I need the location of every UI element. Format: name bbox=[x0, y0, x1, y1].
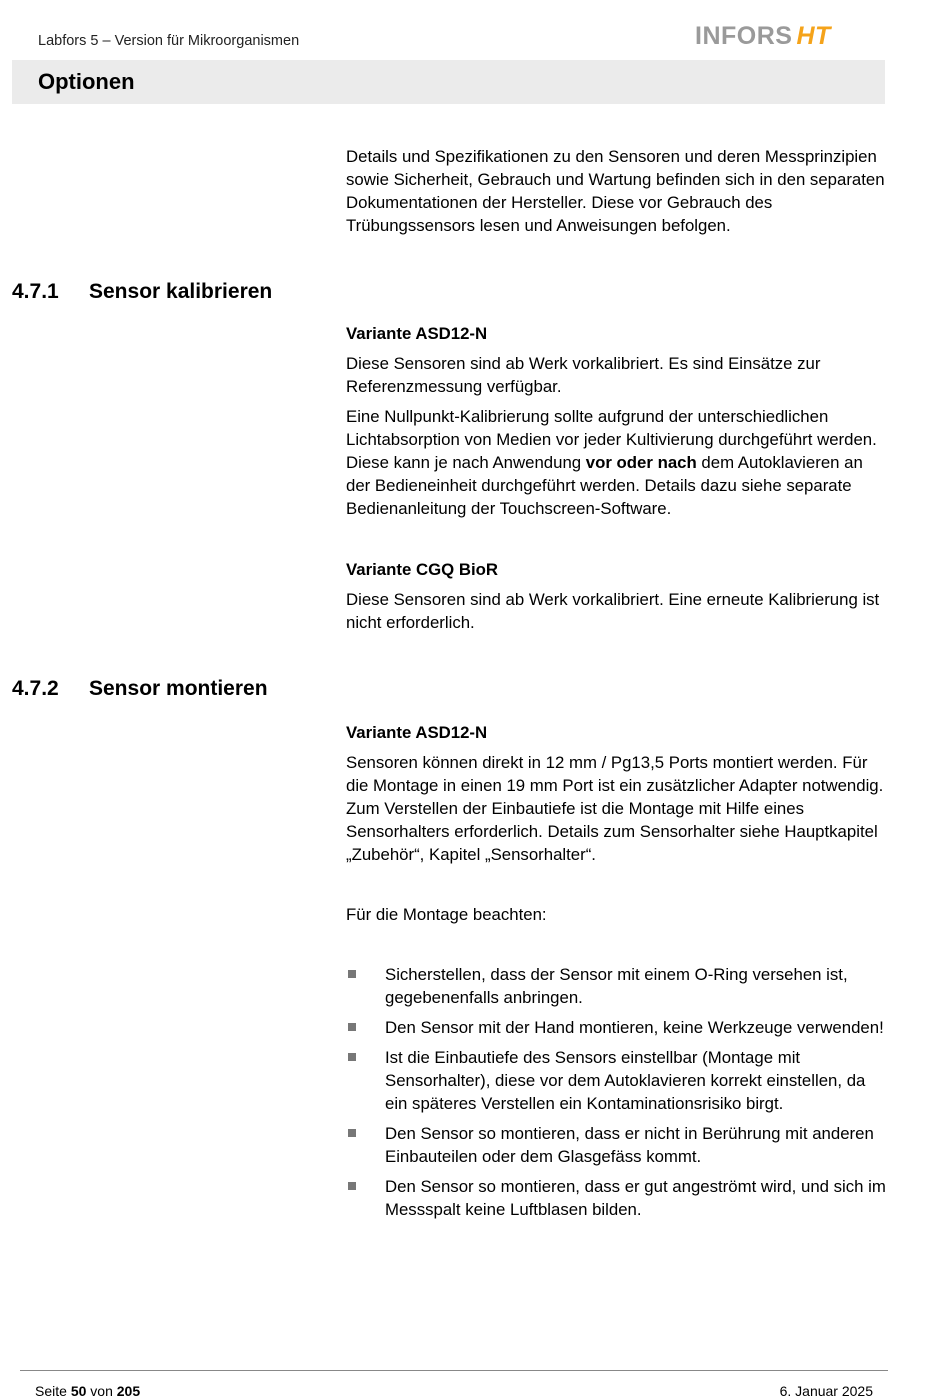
section-4-7-1-variant-asd12n bbox=[346, 322, 891, 520]
section-4-7-1-variant-cgq bbox=[346, 558, 891, 634]
list-item-text: Den Sensor so montieren, dass er gut angeströmt wird, und sich im Messspalt keine Luftblasen bilden. bbox=[385, 1177, 886, 1219]
bullet-square-icon bbox=[348, 1129, 356, 1137]
section-title: Sensor kalibrieren bbox=[89, 280, 273, 303]
page-prefix: Seite bbox=[35, 1383, 67, 1399]
variant-heading: Variante ASD12-N bbox=[346, 723, 488, 742]
section-number: 4.7.1 bbox=[12, 280, 59, 303]
footer-date: 6. Januar 2025 bbox=[779, 1383, 873, 1399]
page-current: 50 bbox=[70, 1383, 87, 1399]
bullet-square-icon bbox=[348, 1182, 356, 1190]
chapter-title: Optionen bbox=[38, 69, 135, 94]
bullet-square-icon bbox=[348, 1053, 356, 1061]
bullet-square-icon bbox=[348, 970, 356, 978]
section-4-7-2-body bbox=[346, 721, 891, 866]
page-separator: von bbox=[90, 1383, 113, 1399]
mounting-note: Für die Montage beachten: bbox=[346, 905, 547, 924]
list-item bbox=[346, 1046, 891, 1115]
intro-paragraph-block bbox=[346, 145, 891, 237]
chapter-title-bar bbox=[12, 60, 885, 104]
list-item bbox=[346, 1122, 891, 1168]
bold-text-run: vor oder nach bbox=[585, 453, 697, 472]
variant-heading: Variante ASD12-N bbox=[346, 324, 488, 343]
text-run: Eine Nullpunkt-Kalibrierung sollte aufgrund der unterschiedlichen Lichtabsorption von Medien vor jeder Kultivierung durchgeführt werden. Diese kann je nach Anwendung bbox=[346, 407, 877, 472]
intro-paragraph: Details und Spezifikationen zu den Sensoren und deren Messprinzipien sowie Sicherheit, Gebrauch und Wartung befinden sich in den separaten Dokumentationen der Hersteller. Diese vor Gebrauch des Trübungssensors lesen und Anweisungen befolgen. bbox=[346, 147, 885, 235]
infors-ht-logo bbox=[695, 22, 831, 50]
list-item-text: Den Sensor so montieren, dass er nicht in Berührung mit anderen Einbauteilen oder dem Glasgefäss kommt. bbox=[385, 1124, 874, 1166]
list-item bbox=[346, 1016, 891, 1039]
list-item bbox=[346, 963, 891, 1009]
mounting-note-block bbox=[346, 903, 891, 926]
logo-text-ht: HT bbox=[796, 21, 831, 50]
section-heading-4-7-1 bbox=[12, 280, 272, 304]
running-header-title: Labfors 5 – Version für Mikroorganismen bbox=[38, 33, 300, 49]
bullet-square-icon bbox=[348, 1023, 356, 1031]
paragraph: Diese Sensoren sind ab Werk vorkalibriert. Eine erneute Kalibrierung ist nicht erforderlich. bbox=[346, 590, 880, 632]
variant-heading: Variante CGQ BioR bbox=[346, 560, 498, 579]
list-item bbox=[346, 1175, 891, 1221]
mounting-bullet-list bbox=[346, 963, 891, 1221]
section-heading-4-7-2 bbox=[12, 677, 268, 701]
section-title: Sensor montieren bbox=[89, 677, 268, 700]
footer-divider bbox=[20, 1370, 888, 1371]
paragraph: Diese Sensoren sind ab Werk vorkalibriert. Es sind Einsätze zur Referenzmessung verfügbar. bbox=[346, 354, 821, 396]
text-run: dem Autoklavieren an der Bedieneinheit durchgeführt werden. Details dazu siehe separate Bedienanleitung der Touchscreen-Software. bbox=[346, 453, 863, 518]
mounting-bullets-block bbox=[346, 963, 891, 1228]
page-total: 205 bbox=[116, 1383, 141, 1399]
list-item-text: Sicherstellen, dass der Sensor mit einem O-Ring versehen ist, gegebenenfalls anbringen. bbox=[385, 965, 848, 1007]
list-item-text: Den Sensor mit der Hand montieren, keine Werkzeuge verwenden! bbox=[385, 1018, 884, 1037]
logo-text-infors: INFORS bbox=[695, 21, 793, 50]
paragraph-mounting: Sensoren können direkt in 12 mm / Pg13,5 Ports montiert werden. Für die Montage in einen 19 mm Port ist ein zusätzlicher Adapter notwendig. Zum Verstellen der Einbautiefe ist die Montage mit Hilfe eines Sensorhalters erforderlich. Details zum Sensorhalter siehe Hauptkapitel „Zubehör“, Kapitel „Sensorhalter“. bbox=[346, 753, 884, 864]
section-number: 4.7.2 bbox=[12, 677, 59, 700]
list-item-text: Ist die Einbautiefe des Sensors einstellbar (Montage mit Sensorhalter), diese vor dem Autoklavieren korrekt einstellen, da ein späteres Verstellen ein Kontaminationsrisiko birgt. bbox=[385, 1048, 866, 1113]
paragraph-calibration bbox=[346, 405, 891, 520]
